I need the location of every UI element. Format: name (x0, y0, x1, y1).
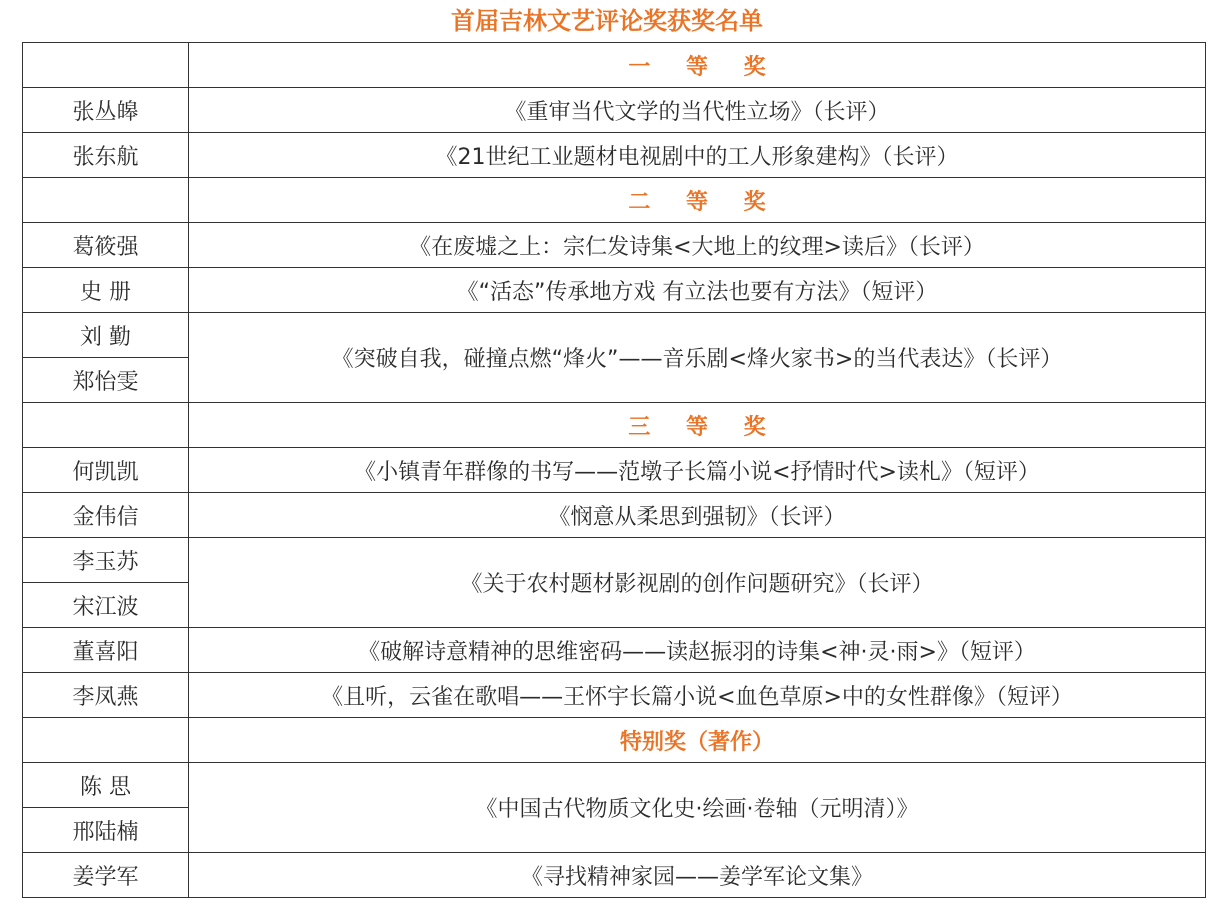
empty-name-cell (23, 43, 189, 88)
table-row (23, 223, 1206, 268)
table-row (23, 133, 1206, 178)
table-row (23, 538, 1206, 583)
table-row (23, 448, 1206, 493)
section-heading-row (23, 718, 1206, 763)
winner-name: 郑怡雯 (23, 358, 189, 403)
table-row (23, 313, 1206, 358)
section-heading: 三 等 奖 (189, 403, 1206, 448)
empty-name-cell (23, 718, 189, 763)
table-row (23, 763, 1206, 808)
winner-name: 李凤燕 (23, 673, 189, 718)
winner-name: 史 册 (23, 268, 189, 313)
document-title: 首届吉林文艺评论奖获奖名单 (451, 7, 763, 35)
winner-name: 李玉苏 (23, 538, 189, 583)
work-title: 《悯意从柔思到强韧》（长评） (189, 493, 1206, 538)
table-row (23, 88, 1206, 133)
work-title: 《中国古代物质文化史·绘画·卷轴（元明清）》 (189, 763, 1206, 853)
section-heading-row (23, 403, 1206, 448)
table-row (23, 673, 1206, 718)
winner-name: 刘 勤 (23, 313, 189, 358)
winner-name: 宋江波 (23, 583, 189, 628)
work-title: 《重审当代文学的当代性立场》（长评） (189, 88, 1206, 133)
work-title: 《21世纪工业题材电视剧中的工人形象建构》（长评） (189, 133, 1206, 178)
section-heading-row (23, 43, 1206, 88)
work-title: 《在废墟之上：宗仁发诗集<大地上的纹理>读后》（长评） (189, 223, 1206, 268)
work-title: 《“活态”传承地方戏 有立法也要有方法》（短评） (189, 268, 1206, 313)
awards-table (22, 42, 1206, 898)
winner-name: 张东航 (23, 133, 189, 178)
winner-name: 何凯凯 (23, 448, 189, 493)
winner-name: 邢陆楠 (23, 808, 189, 853)
work-title: 《关于农村题材影视剧的创作问题研究》（长评） (189, 538, 1206, 628)
table-row (23, 268, 1206, 313)
table-row (23, 853, 1206, 898)
winner-name: 张丛皞 (23, 88, 189, 133)
section-heading: 二 等 奖 (189, 178, 1206, 223)
winner-name: 董喜阳 (23, 628, 189, 673)
winner-name: 金伟信 (23, 493, 189, 538)
winner-name: 姜学军 (23, 853, 189, 898)
empty-name-cell (23, 403, 189, 448)
table-row (23, 628, 1206, 673)
winner-name: 葛筱强 (23, 223, 189, 268)
section-heading: 特别奖（著作） (189, 718, 1206, 763)
table-row (23, 493, 1206, 538)
empty-name-cell (23, 178, 189, 223)
work-title: 《突破自我，碰撞点燃“烽火”——音乐剧<烽火家书>的当代表达》（长评） (189, 313, 1206, 403)
work-title: 《破解诗意精神的思维密码——读赵振羽的诗集<神·灵·雨>》（短评） (189, 628, 1206, 673)
section-heading: 一 等 奖 (189, 43, 1206, 88)
section-heading-row (23, 178, 1206, 223)
work-title: 《小镇青年群像的书写——范墩子长篇小说<抒情时代>读札》（短评） (189, 448, 1206, 493)
work-title: 《寻找精神家园——姜学军论文集》 (189, 853, 1206, 898)
winner-name: 陈 思 (23, 763, 189, 808)
work-title: 《且听，云雀在歌唱——王怀宇长篇小说<血色草原>中的女性群像》（短评） (189, 673, 1206, 718)
